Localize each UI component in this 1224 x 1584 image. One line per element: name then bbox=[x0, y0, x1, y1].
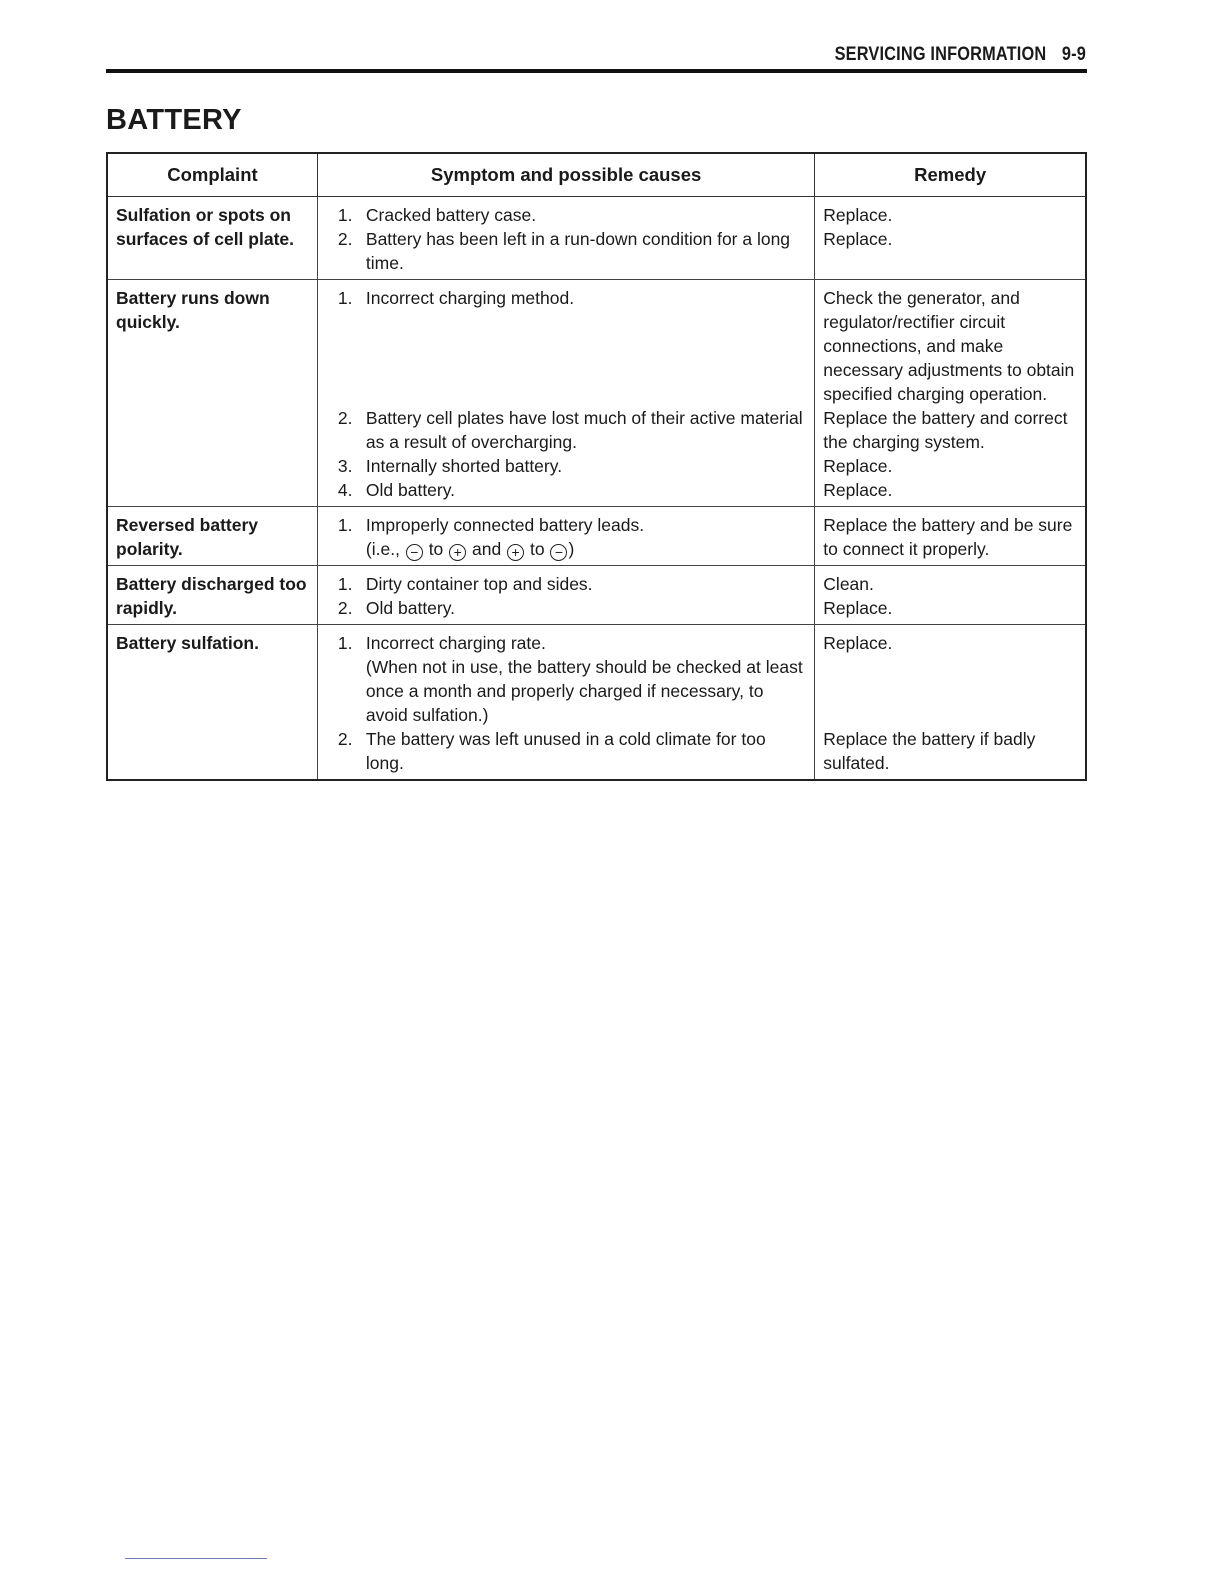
cause-text: Incorrect charging method. bbox=[365, 288, 575, 308]
cause-text: Old battery. bbox=[365, 598, 456, 618]
complaint-cell: Battery runs down quickly. bbox=[107, 280, 317, 507]
remedy-text: Replace the battery and correct the charging system. bbox=[823, 408, 1068, 452]
cause-item bbox=[338, 572, 804, 596]
table-row bbox=[107, 280, 1086, 507]
complaint-cell: Reversed battery polarity. bbox=[107, 507, 317, 566]
cause-text: Dirty container top and sides. bbox=[365, 574, 593, 594]
spacer bbox=[338, 310, 804, 406]
cause-number: 2. bbox=[337, 408, 353, 428]
header-page-number: 9-9 bbox=[1061, 44, 1086, 65]
cause-item bbox=[338, 454, 804, 478]
remedy-text: Replace. bbox=[823, 598, 893, 618]
polarity-suffix: ) bbox=[568, 539, 575, 559]
cause-number: 1. bbox=[337, 205, 353, 225]
causes-cell bbox=[317, 625, 814, 781]
header-rule bbox=[106, 69, 1087, 73]
cause-number: 2. bbox=[337, 598, 353, 618]
remedy-text: Clean. bbox=[823, 574, 874, 594]
remedy-cell bbox=[815, 507, 1086, 566]
polarity-to: to bbox=[530, 539, 545, 559]
page-title: BATTERY bbox=[106, 104, 242, 136]
cause-note bbox=[338, 655, 804, 727]
causes-cell bbox=[317, 507, 814, 566]
remedy-text: Replace the battery and be sure to connect it properly. bbox=[823, 515, 1073, 559]
cause-number: 1. bbox=[337, 515, 353, 535]
column-header-remedy: Remedy bbox=[815, 153, 1086, 197]
page-header bbox=[243, 44, 1086, 66]
cause-number: 1. bbox=[337, 633, 353, 653]
causes-cell bbox=[317, 280, 814, 507]
cause-item bbox=[338, 513, 804, 537]
remedy-text: Replace. bbox=[823, 205, 893, 225]
cause-number: 4. bbox=[337, 480, 353, 500]
cause-text: Battery cell plates have lost much of their active material as a result of overcharging. bbox=[365, 408, 803, 452]
cause-number: 2. bbox=[337, 729, 353, 749]
cause-item bbox=[338, 631, 804, 655]
polarity-example bbox=[338, 537, 804, 561]
cause-item bbox=[338, 478, 804, 502]
remedy-text: Replace. bbox=[823, 456, 893, 476]
cause-number: 2. bbox=[337, 229, 353, 249]
table-row bbox=[107, 197, 1086, 280]
plus-circle-icon: + bbox=[449, 544, 466, 561]
polarity-to: to bbox=[428, 539, 444, 559]
cause-text: Incorrect charging rate. bbox=[365, 633, 546, 653]
cause-item bbox=[338, 727, 804, 775]
polarity-prefix: (i.e., bbox=[365, 539, 400, 559]
cause-text: (When not in use, the battery should be checked at least once a month and properly charged if necessary, to avoid sulfation.) bbox=[365, 657, 803, 725]
polarity-and: and bbox=[472, 539, 502, 559]
column-header-complaint: Complaint bbox=[107, 153, 317, 197]
complaint-cell: Sulfation or spots on surfaces of cell plate. bbox=[107, 197, 317, 280]
complaint-cell: Battery sulfation. bbox=[107, 625, 317, 781]
cause-item bbox=[338, 227, 804, 275]
plus-circle-icon: + bbox=[507, 544, 524, 561]
cause-text: Improperly connected battery leads. bbox=[365, 515, 645, 535]
remedy-text: Check the generator, and regulator/rectifier circuit connections, and make necessary adjustments to obtain specified charging operation. bbox=[823, 288, 1075, 404]
cause-text: Old battery. bbox=[365, 480, 456, 500]
cause-text: Cracked battery case. bbox=[365, 205, 537, 225]
troubleshooting-table bbox=[106, 152, 1087, 781]
column-header-causes: Symptom and possible causes bbox=[317, 153, 814, 197]
complaint-cell: Battery discharged too rapidly. bbox=[107, 566, 317, 625]
cause-number bbox=[338, 655, 366, 727]
minus-circle-icon: − bbox=[550, 544, 567, 561]
remedy-text: Replace. bbox=[823, 229, 893, 249]
header-section-title: SERVICING INFORMATION bbox=[834, 44, 1047, 65]
cause-text: The battery was left unused in a cold climate for too long. bbox=[365, 729, 766, 773]
cause-item bbox=[338, 286, 804, 310]
cause-number: 1. bbox=[337, 574, 353, 594]
remedy-text: Replace the battery if badly sulfated. bbox=[823, 729, 1036, 773]
cause-item bbox=[338, 596, 804, 620]
remedy-cell bbox=[815, 197, 1086, 280]
causes-cell bbox=[317, 566, 814, 625]
table-row bbox=[107, 507, 1086, 566]
remedy-text: Replace. bbox=[823, 480, 893, 500]
cause-text: Internally shorted battery. bbox=[365, 456, 563, 476]
cause-text: Battery has been left in a run-down condition for a long time. bbox=[365, 229, 791, 273]
spacer bbox=[823, 655, 1077, 727]
cause-number: 1. bbox=[337, 288, 353, 308]
footer-rule bbox=[125, 1558, 267, 1559]
table-row bbox=[107, 625, 1086, 781]
remedy-cell bbox=[815, 566, 1086, 625]
remedy-cell bbox=[815, 280, 1086, 507]
cause-number: 3. bbox=[337, 456, 353, 476]
table-header-row bbox=[107, 153, 1086, 197]
table-row bbox=[107, 566, 1086, 625]
cause-item bbox=[338, 203, 804, 227]
remedy-cell bbox=[815, 625, 1086, 781]
cause-item bbox=[338, 406, 804, 454]
causes-cell bbox=[317, 197, 814, 280]
minus-circle-icon: − bbox=[406, 544, 423, 561]
remedy-text: Replace. bbox=[823, 633, 893, 653]
